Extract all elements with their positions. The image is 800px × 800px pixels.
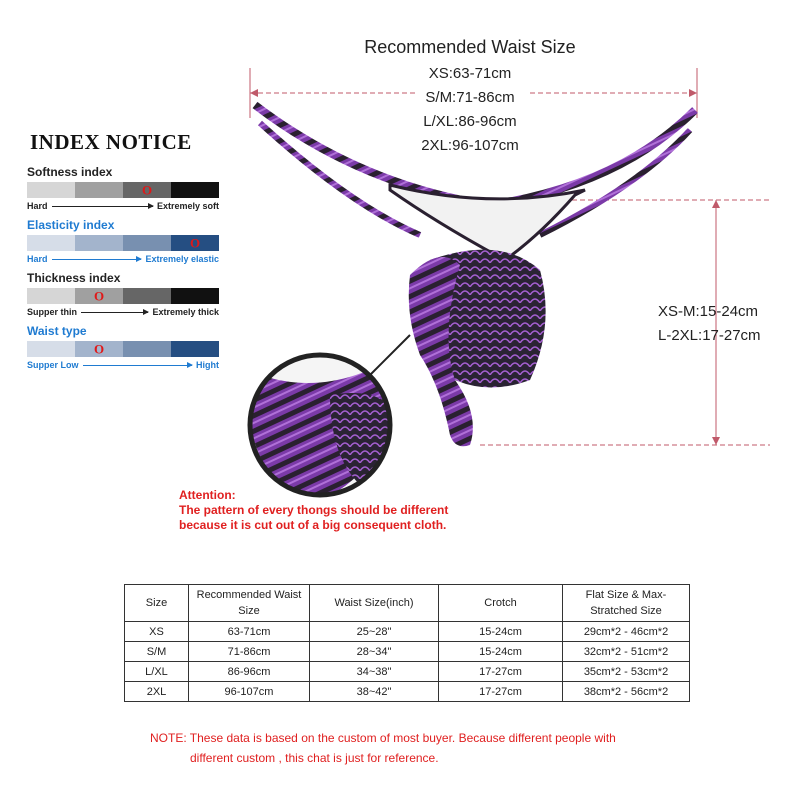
scale-high: Extremely elastic — [145, 254, 219, 264]
bar-segment — [123, 182, 171, 198]
cell-waist-cm: 96-107cm — [189, 682, 310, 702]
selected-marker: O — [141, 182, 153, 198]
cell-waist-inch: 38~42" — [310, 682, 439, 702]
cell-waist-cm: 86-96cm — [189, 662, 310, 682]
crotch-xs-m: XS-M:15-24cm — [658, 303, 759, 320]
bar-segment — [171, 235, 219, 251]
waist-size-xs: XS:63-71cm — [428, 65, 512, 82]
product-image — [240, 95, 720, 515]
arrow-icon — [52, 259, 142, 260]
bar-segment — [27, 341, 75, 357]
index-panel — [27, 165, 227, 370]
elasticity-index-label: Elasticity index — [27, 218, 115, 232]
scale-high: Hight — [196, 360, 219, 370]
bar-segment — [27, 235, 75, 251]
size-table — [124, 584, 690, 702]
waist-size-sm: S/M:71-86cm — [425, 89, 515, 106]
scale-high: Extremely soft — [156, 201, 219, 211]
bar-segment — [123, 235, 171, 251]
cell-crotch: 17-27cm — [439, 682, 563, 702]
cell-waist-inch: 28~34" — [310, 642, 439, 662]
cell-size: XS — [125, 622, 189, 642]
waist-size-title: Recommended Waist Size — [364, 37, 576, 57]
bar-segment — [171, 182, 219, 198]
attention-note — [179, 488, 448, 533]
cell-flat-size: 35cm*2 - 53cm*2 — [563, 662, 690, 682]
header-recommended-waist: Recommended Waist Size — [189, 585, 310, 622]
bar-segment — [123, 341, 171, 357]
scale-low: Hard — [27, 201, 48, 211]
elasticity-scale — [27, 254, 219, 264]
reference-note — [150, 728, 616, 768]
waist-type-bar — [27, 341, 227, 357]
attention-line-1: The pattern of every thongs should be different — [179, 503, 449, 517]
waist-size-2xl: 2XL:96-107cm — [421, 137, 519, 154]
bar-segment — [27, 182, 75, 198]
bar-segment — [75, 182, 123, 198]
cell-waist-inch: 25~28" — [310, 622, 439, 642]
softness-index-bar — [27, 182, 227, 198]
arrow-icon — [83, 365, 193, 366]
bar-segment — [171, 288, 219, 304]
cell-crotch: 15-24cm — [439, 622, 563, 642]
selected-marker: O — [93, 341, 105, 357]
softness-index-label: Softness index — [27, 165, 113, 179]
bar-segment — [27, 288, 75, 304]
cell-crotch: 15-24cm — [439, 642, 563, 662]
index-notice-title: INDEX NOTICE — [30, 130, 192, 154]
attention-line-2: because it is cut out of a big consequent cloth. — [179, 518, 447, 532]
scale-low: Supper Low — [27, 360, 79, 370]
table-row — [125, 642, 690, 662]
cell-crotch: 17-27cm — [439, 662, 563, 682]
header-crotch: Crotch — [439, 585, 563, 622]
thickness-scale — [27, 307, 219, 317]
elasticity-index-bar — [27, 235, 227, 251]
attention-heading: Attention: — [179, 488, 236, 502]
header-waist-inch: Waist Size(inch) — [310, 585, 439, 622]
cell-waist-inch: 34~38" — [310, 662, 439, 682]
waist-size-lxl: L/XL:86-96cm — [423, 113, 517, 130]
arrow-icon — [81, 312, 148, 313]
selected-marker: O — [189, 235, 201, 251]
crotch-measurement — [658, 300, 761, 348]
table-row — [125, 622, 690, 642]
scale-low: Hard — [27, 254, 48, 264]
selected-marker: O — [93, 288, 105, 304]
waist-type-scale — [27, 360, 219, 370]
header-flat-size: Flat Size & Max-Stratched Size — [563, 585, 690, 622]
cell-size: 2XL — [125, 682, 189, 702]
cell-waist-cm: 71-86cm — [189, 642, 310, 662]
cell-size: S/M — [125, 642, 189, 662]
table-row — [125, 682, 690, 702]
cell-flat-size: 32cm*2 - 51cm*2 — [563, 642, 690, 662]
cell-flat-size: 38cm*2 - 56cm*2 — [563, 682, 690, 702]
bar-segment — [75, 341, 123, 357]
note-line-2: different custom , this chat is just for reference. — [190, 751, 439, 765]
bar-segment — [75, 288, 123, 304]
bar-segment — [123, 288, 171, 304]
table-row — [125, 662, 690, 682]
scale-high: Extremely thick — [152, 307, 219, 317]
arrow-icon — [52, 206, 153, 207]
softness-scale — [27, 201, 219, 211]
scale-low: Supper thin — [27, 307, 77, 317]
table-header-row — [125, 585, 690, 622]
thickness-index-bar — [27, 288, 227, 304]
bar-segment — [75, 235, 123, 251]
cell-flat-size: 29cm*2 - 46cm*2 — [563, 622, 690, 642]
note-line-1: NOTE: These data is based on the custom of most buyer. Because different people with — [150, 731, 616, 745]
crotch-l-2xl: L-2XL:17-27cm — [658, 327, 761, 344]
header-size: Size — [125, 585, 189, 622]
cell-waist-cm: 63-71cm — [189, 622, 310, 642]
waist-type-label: Waist type — [27, 324, 87, 338]
cell-size: L/XL — [125, 662, 189, 682]
thickness-index-label: Thickness index — [27, 271, 121, 285]
bar-segment — [171, 341, 219, 357]
